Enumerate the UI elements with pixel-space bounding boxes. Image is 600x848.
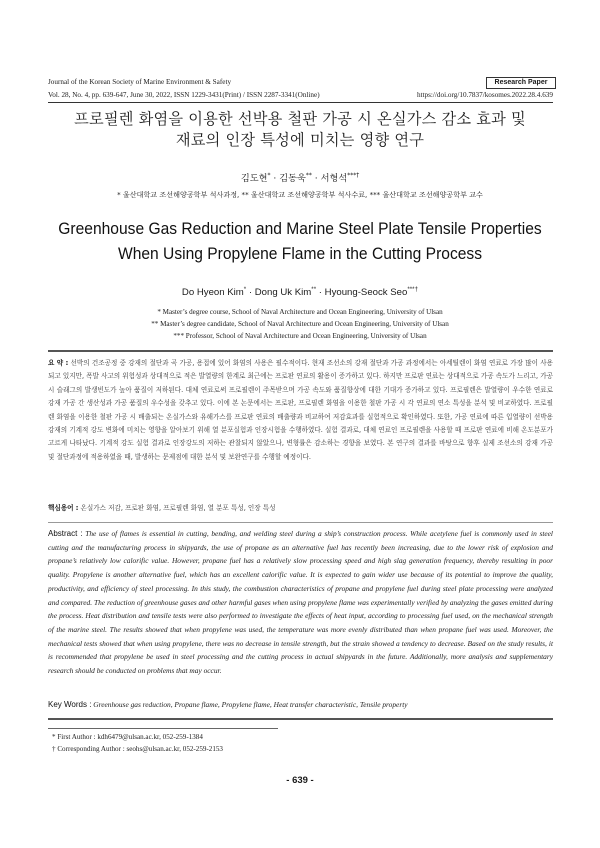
keywords-ko-text: 온실가스 저감, 프로판 화염, 프로필렌 화염, 열 분포 특성, 인장 특성 [80, 504, 276, 512]
abstract-divider-mid [48, 522, 553, 523]
title-en-line2: When Using Propylene Flame in the Cutting Process [117, 245, 483, 264]
abstract-divider-bottom [48, 718, 553, 720]
article-type-badge: Research Paper [486, 77, 556, 89]
author-en-sep-2: · [316, 287, 325, 298]
journal-name: Journal of the Korean Society of Marine Environment & Safety [48, 78, 232, 86]
author-en-1-mark: * [243, 285, 247, 293]
doi-link[interactable]: https://doi.org/10.7837/kosomes.2022.28.4.639 [416, 91, 553, 99]
keywords-en [48, 698, 553, 712]
authors-ko [0, 170, 600, 184]
footnote-first-author: * First Author : kdh6479@ulsan.ac.kr, 052-259-1384 [52, 733, 203, 741]
affiliation-ko: * 울산대학교 조선해양공학부 석사과정, ** 울산대학교 조선해양공학부 석사수료, *** 울산대학교 조선해양공학부 교수 [117, 190, 483, 199]
author-en-sep-1: · [246, 287, 255, 298]
author-en-3-mark: ***† [407, 285, 419, 293]
citation-line: Vol. 28, No. 4, pp. 639-647, June 30, 2022, ISSN 1229-3431(Print) / ISSN 2287-3341(Online) [48, 91, 320, 99]
author-ko-sep-1: · [270, 173, 280, 184]
author-ko-1-mark: * [267, 171, 271, 179]
keywords-en-label: Key Words : [48, 700, 92, 709]
affiliation-en-2: ** Master’s degree candidate, School of Naval Architecture and Ocean Engineering, University of Ulsan [151, 320, 449, 328]
keywords-ko-label: 핵심용어 : [48, 504, 79, 512]
abstract-en-text: The use of flames is essential in cutting, bending, and welding steel during a ship’s construction process. While acetylene fuel is commonly used in steel cutting and the manufacturing process in shipyards, the use of propane as an alternative fuel has recently been increasing, due to the lower risk of explosion and propane’s relatively low calorific value. However, propane fuel has a relatively slow processing speed and high slag generation frequency, thereby resulting in poor quality. Propylene is another alternative fuel, which has an excellent calorific value. It is expected to gain wider use because of its potential to improve the quality, productivity, and efficiency of steel processing. In this study, the combustion characteristics of propane and propylene fuel during steel plate processing were analyzed and compared. The reduction of greenhouse gases and other harmful gases when using propylene flame was experimentally verified by analyzing the gases emitted during the process. Heat distribution and tensile tests were also performed to investigate the effects of heat input, according to processing fuel used, on the mechanical strength of the marine steel. The results showed that when propylene was used, the temperature was more evenly distributed than when propane fuel was used. Moreover, the mechanical tests showed that when using propylene, there was no decrease in tensile strength, but the strain showed a tendency to decrease. Based on the study results, it is recommended that propylene be used in steel processing and the cutting process in actual shipyards in the future. Additionally, more analysis and supplementary research should be conducted on problems that may occur. [48, 529, 553, 676]
authors-en [0, 287, 600, 298]
title-ko-line1: 프로필렌 화염을 이용한 선박용 철판 가공 시 온실가스 감소 효과 및 [74, 110, 526, 128]
author-ko-2-mark: ** [305, 171, 312, 179]
author-en-2-mark: ** [311, 285, 317, 293]
author-ko-3-mark: ***† [347, 171, 360, 179]
author-ko-1: 김도현 [240, 173, 268, 184]
keywords-ko [48, 502, 553, 515]
title-en-line1: Greenhouse Gas Reduction and Marine Steel Plate Tensile Properties [58, 220, 542, 239]
footnote-rule [48, 728, 278, 729]
author-ko-2: 김동욱 [279, 173, 306, 184]
abstract-ko [48, 357, 553, 464]
author-ko-3: 서형석 [320, 173, 348, 184]
abstract-en [48, 527, 553, 678]
title-ko-line2: 재료의 인장 특성에 미치는 영향 연구 [175, 131, 425, 149]
author-en-1: Do Hyeon Kim [181, 287, 244, 298]
abstract-divider-top [48, 350, 553, 352]
affiliation-en-3: *** Professor, School of Naval Architecture and Ocean Engineering, University of Ulsan [173, 332, 427, 340]
author-ko-sep-2: · [311, 173, 321, 184]
abstract-ko-label: 요 약 : [48, 359, 69, 367]
author-en-3: Hyoung-Seock Seo [324, 287, 408, 298]
page-number: - 639 - [286, 775, 314, 786]
header-divider [48, 102, 553, 103]
author-en-2: Dong Uk Kim [254, 287, 312, 298]
abstract-en-label: Abstract : [48, 529, 83, 538]
affiliation-en-1: * Master’s degree course, School of Naval Architecture and Ocean Engineering, University of Ulsan [157, 308, 443, 316]
footnote-corresponding-author: † Corresponding Author : seohs@ulsan.ac.kr, 052-259-2153 [52, 745, 223, 753]
keywords-en-text: Greenhouse gas reduction, Propane flame, Propylene flame, Heat transfer characteristic, Tensile property [93, 700, 408, 709]
abstract-ko-text: 선박의 건조공정 중 강재의 절단과 곡 가공, 용접에 있어 화염의 사용은 필수적이다. 현재 조선소의 강재 절단과 가공 과정에서는 아세틸렌이 화염 연료로 가장 많이 사용되고 있지만, 폭발 사고의 위험성과 상대적으로 적은 발열량의 한계로 최근에는 프로판 연료의 활용이 증가하고 있다. 하지만 프로판 연료는 상대적으로 가공 속도가 느리고, 가공 시 슬래그의 발생빈도가 높아 품질이 저하된다. 대체 연료로써 프로필렌이 주목받으며 가공 속도와 품질향상에 대한 기대가 증가하고 있다. 프로필렌은 발열량이 우수한 연료로 강재 가공 간 생산성과 가공 품질의 우수성을 갖추고 있다. 이에 본 논문에서는 프로판, 프로필렌 화염을 이용한 철판 가공 시 각 연료의 연소 특성을 분석 및 비교하였다. 프로필렌 화염을 이용한 철판 가공 시 배출되는 온실가스와 유해가스를 프로판 연료의 배출량과 비교하여 저감효과를 실험적으로 확인하였다. 또한, 가공 연료에 따른 입열량이 선박용 강재의 기계적 강도 변화에 미치는 영향을 알아보기 위해 열 분포실험과 인장시험을 수행하였다. 실험 결과로, 대체 연료인 프로필렌을 사용할 때 프로판 연료에 비해 온도분포가 고르게 나타났다. 기계적 강도 실험 결과로 인장강도의 저하는 관찰되지 않았으나, 변형률은 감소하는 경향을 보였다. 본 연구의 결과를 바탕으로 향후 실제 조선소의 강재 가공 및 절단과정에 적용하였을 때, 발생하는 문제점에 대한 분석 및 보완연구를 수행할 예정이다. [48, 359, 553, 461]
